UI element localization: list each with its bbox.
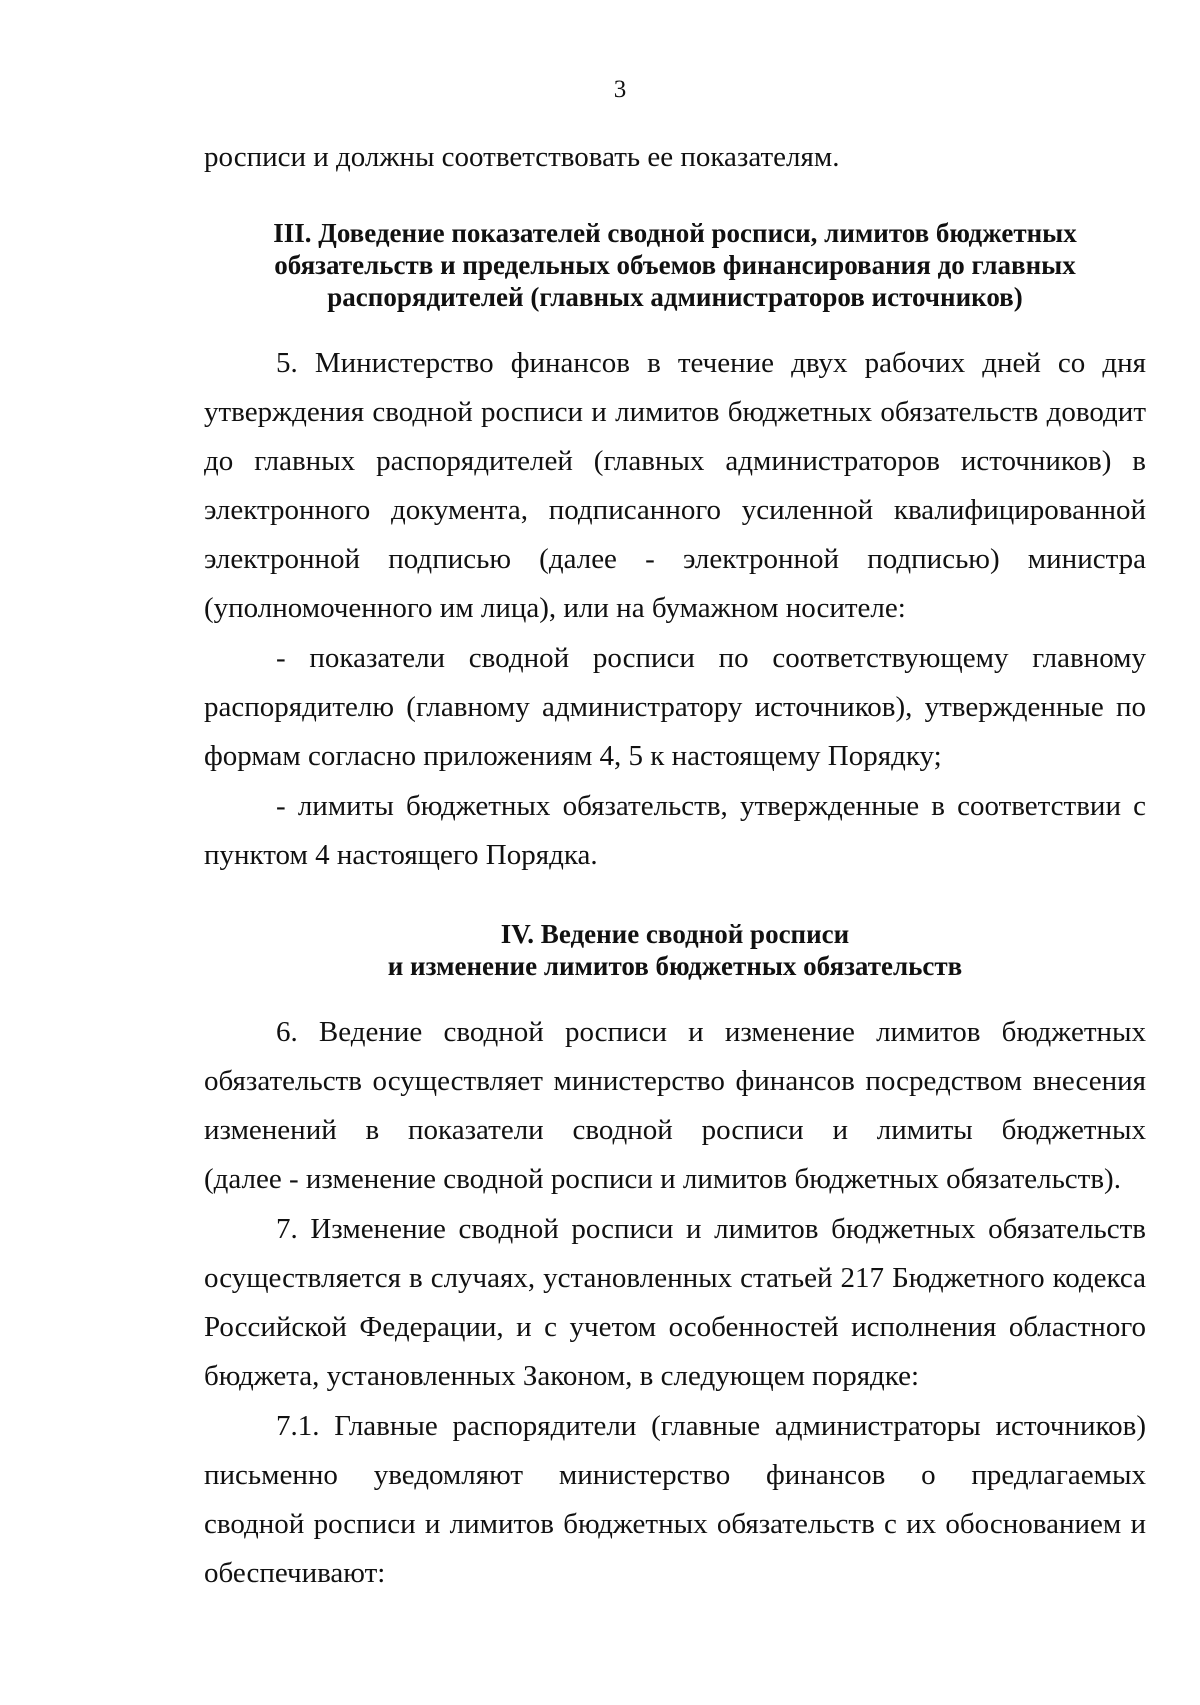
paragraph-7-1 bbox=[204, 1402, 1146, 1598]
paragraph-line: письменно уведомляют министерство финансов о предлагаемых bbox=[204, 1459, 1146, 1491]
heading-line: обязательств и предельных объемов финансирования до главных bbox=[274, 250, 1076, 280]
paragraph-line: изменений в показатели сводной росписи и лимиты бюджетных bbox=[204, 1114, 1146, 1146]
paragraph-line: Российской Федерации, и с учетом особенностей исполнения областного bbox=[204, 1311, 1146, 1343]
paragraph-line: бюджета, установленных Законом, в следующем порядке: bbox=[204, 1360, 920, 1392]
paragraph-line: (далее - изменение сводной росписи и лимитов бюджетных обязательств). bbox=[204, 1163, 1121, 1195]
paragraph-line: 7.1. Главные распорядители (главные администраторы источников) bbox=[276, 1410, 1146, 1442]
heading-line: распорядителей (главных администраторов источников) bbox=[327, 282, 1023, 312]
paragraph-line: обеспечивают: bbox=[204, 1557, 386, 1589]
paragraph-line: - лимиты бюджетных обязательств, утвержденные в соответствии с bbox=[276, 790, 1146, 822]
paragraph-line: (уполномоченного им лица), или на бумажном носителе: bbox=[204, 592, 906, 624]
paragraph-5-item-2 bbox=[204, 782, 1146, 880]
paragraph-6 bbox=[204, 1008, 1146, 1204]
section-3-heading bbox=[204, 217, 1146, 313]
intro-paragraph bbox=[204, 133, 1146, 182]
paragraph-5 bbox=[204, 339, 1146, 633]
paragraph-line: осуществляется в случаях, установленных статьей 217 Бюджетного кодекса bbox=[204, 1262, 1146, 1294]
heading-line: III. Доведение показателей сводной росписи, лимитов бюджетных bbox=[273, 218, 1077, 248]
page-number: 3 bbox=[613, 76, 627, 103]
paragraph-line: формам согласно приложениям 4, 5 к настоящему Порядку; bbox=[204, 740, 942, 772]
paragraph-7 bbox=[204, 1205, 1146, 1401]
paragraph-line: электронной подписью (далее - электронной подписью) министра bbox=[204, 543, 1146, 575]
paragraph-line: - показатели сводной росписи по соответствующему главному bbox=[276, 642, 1146, 674]
section-4-heading bbox=[204, 918, 1146, 982]
paragraph-line: росписи и должны соответствовать ее показателям. bbox=[204, 141, 840, 173]
heading-line: и изменение лимитов бюджетных обязательств bbox=[387, 951, 963, 981]
paragraph-line: утверждения сводной росписи и лимитов бюджетных обязательств доводит bbox=[204, 396, 1146, 428]
paragraph-line: 5. Министерство финансов в течение двух рабочих дней со дня bbox=[276, 347, 1146, 379]
paragraph-line: распорядителю (главному администратору источников), утвержденные по bbox=[204, 691, 1146, 723]
paragraph-line: обязательств осуществляет министерство финансов посредством внесения bbox=[204, 1065, 1146, 1097]
paragraph-line: электронного документа, подписанного усиленной квалифицированной bbox=[204, 494, 1146, 526]
paragraph-5-item-1 bbox=[204, 634, 1146, 781]
paragraph-line: пунктом 4 настоящего Порядка. bbox=[204, 839, 598, 871]
paragraph-line: сводной росписи и лимитов бюджетных обязательств с их обоснованием и bbox=[204, 1508, 1146, 1540]
paragraph-line: до главных распорядителей (главных администраторов источников) в bbox=[204, 445, 1146, 477]
paragraph-line: 7. Изменение сводной росписи и лимитов бюджетных обязательств bbox=[276, 1213, 1146, 1245]
paragraph-line: 6. Ведение сводной росписи и изменение лимитов бюджетных bbox=[276, 1016, 1146, 1048]
heading-line: IV. Ведение сводной росписи bbox=[500, 919, 850, 949]
